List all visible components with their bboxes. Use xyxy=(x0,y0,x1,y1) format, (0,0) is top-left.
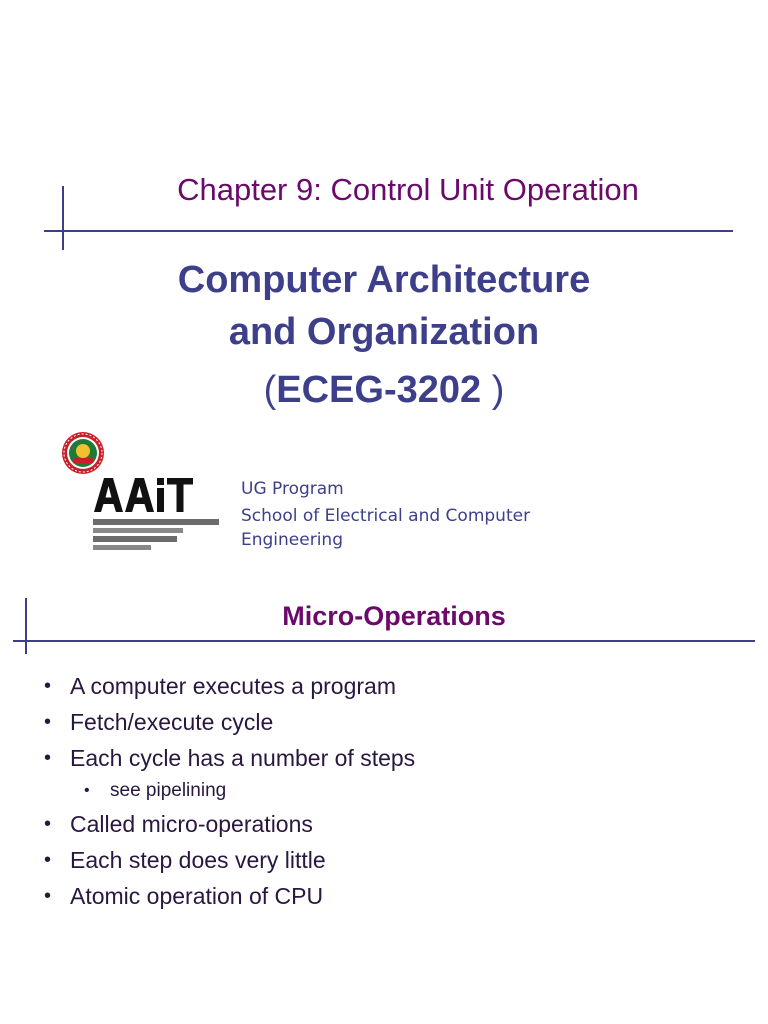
course-code-open-paren: ( xyxy=(263,369,277,411)
bullet-dot-icon: • xyxy=(44,747,52,769)
slide2-horizontal-rule xyxy=(13,640,755,642)
title-horizontal-rule xyxy=(44,230,733,232)
slide2-heading: Micro-Operations xyxy=(282,601,506,631)
course-code-text: ECEG-3202 xyxy=(276,369,482,411)
bullet-item xyxy=(40,704,415,740)
course-title xyxy=(0,254,768,358)
bullet-dot-icon: • xyxy=(44,813,52,835)
bullet-text: Atomic operation of CPU xyxy=(70,883,324,909)
bullet-text: Fetch/execute cycle xyxy=(70,709,274,735)
bullet-dot-icon: • xyxy=(44,885,52,907)
bullet-text: Called micro-operations xyxy=(70,811,313,837)
aait-logo-icon xyxy=(91,474,223,560)
bullet-dot-icon: • xyxy=(44,675,52,697)
course-code xyxy=(0,365,768,415)
bullet-list xyxy=(40,668,415,914)
bullet-text: see pipelining xyxy=(110,780,227,801)
bullet-text: A computer executes a program xyxy=(70,673,396,699)
chapter-title: Chapter 9: Control Unit Operation xyxy=(177,172,639,207)
course-title-line2: and Organization xyxy=(228,311,540,353)
course-title-line1: Computer Architecture xyxy=(177,259,591,301)
bullet-text: Each cycle has a number of steps xyxy=(70,745,416,771)
bullet-dot-icon: • xyxy=(44,849,52,871)
bullet-item xyxy=(40,668,415,704)
program-info xyxy=(241,477,530,552)
course-code-close-paren: ) xyxy=(481,369,505,411)
bullet-text: Each step does very little xyxy=(70,847,326,873)
school-line2: Engineering xyxy=(241,530,343,550)
bullet-dot-icon: • xyxy=(84,782,90,799)
sub-bullet-item xyxy=(40,776,415,806)
bullet-item xyxy=(40,878,415,914)
bullet-item xyxy=(40,806,415,842)
bullet-item xyxy=(40,740,415,776)
program-label: UG Program xyxy=(241,479,344,499)
university-seal-icon xyxy=(61,431,105,475)
school-line1: School of Electrical and Computer xyxy=(241,506,531,526)
bullet-item xyxy=(40,842,415,878)
bullet-dot-icon: • xyxy=(44,711,52,733)
